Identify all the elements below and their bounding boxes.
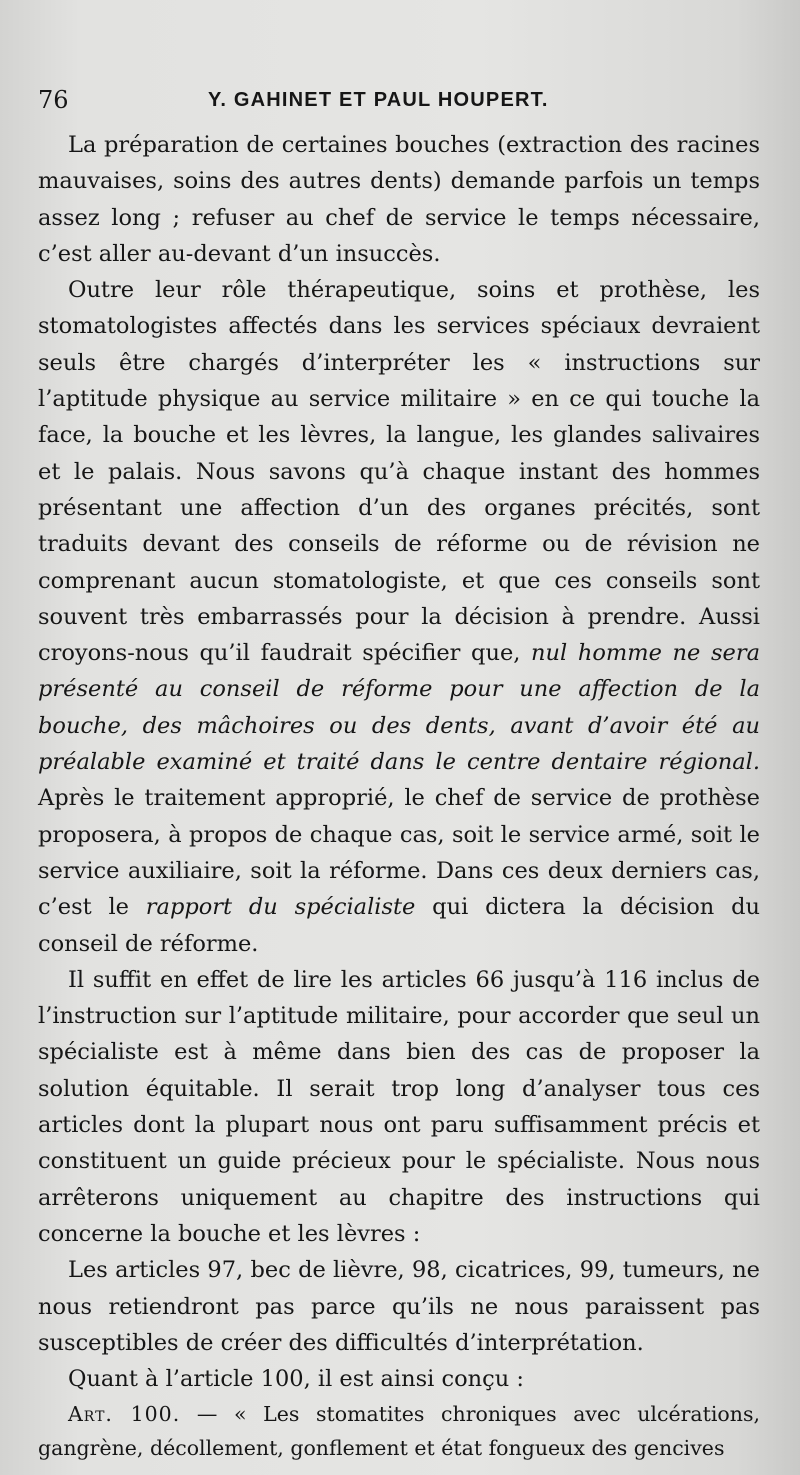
- paragraph-2-text-c: Après le traitement approprié, le chef de service de prothèse proposera, à propos de chaque cas, soit le service armé, soit le service auxiliaire, soit la réforme. Dans ces deux derniers cas, c’est le: [38, 785, 760, 921]
- article-100: [38, 1397, 760, 1465]
- page-header: [38, 82, 758, 118]
- running-head: Y. GAHINET ET PAUL HOUPERT.: [208, 89, 549, 111]
- paragraph-2-italic-proposal: nul homme ne sera présenté au conseil de réforme pour une affection de la bouche, des mâchoires ou des dents, avant d’avoir été au préalable examiné et traité dans le centre dentaire régional.: [38, 640, 760, 776]
- paragraph-1: La préparation de certaines bouches (extraction des racines mauvaises, soins des autres dents) demande parfois un temps assez long ; refuser au chef de service le temps nécessaire, c’est aller au-devant d’un insuccès.: [38, 132, 760, 267]
- paragraph-4: Les articles 97, bec de lièvre, 98, cicatrices, 99, tumeurs, ne nous retiendront pas parce qu’ils ne nous paraissent pas susceptibles de créer des difficultés d’interprétation.: [38, 1257, 760, 1356]
- paragraph-5: Quant à l’article 100, il est ainsi conçu :: [68, 1366, 524, 1393]
- paragraph-2: [38, 272, 760, 962]
- page-number: 76: [38, 86, 69, 114]
- body-text: [38, 127, 760, 1465]
- article-label: Art. 100.: [68, 1402, 181, 1427]
- article-text: — « Les stomatites chroniques avec ulcérations, gangrène, décollement, gonflement et état fongueux des gencives: [38, 1402, 760, 1461]
- paragraph-3: Il suffit en effet de lire les articles 66 jusqu’à 116 inclus de l’instruction sur l’aptitude militaire, pour accorder que seul un spécialiste est à même dans bien des cas de proposer la solution équitable. Il serait trop long d’analyser tous ces articles dont la plupart nous ont paru suffisamment précis et constituent un guide précieux pour le spécialiste. Nous nous arrêterons uniquement au chapitre des instructions qui concerne la bouche et les lèvres :: [38, 966, 760, 1247]
- paragraph-2-text-e: qui dictera la décision du conseil de réforme.: [38, 894, 760, 957]
- paragraph-2-text-a: Outre leur rôle thérapeutique, soins et prothèse, les stomatologistes affectés dans les services spéciaux devraient seuls être chargés d’interpréter les « instructions sur l’aptitude physique au service militaire » en ce qui touche la face, la bouche et les lèvres, la langue, les glandes salivaires et le palais. Nous savons qu’à chaque instant des hommes présentant une affection d’un des organes précités, sont traduits devant des conseils de réforme ou de révision ne comprenant aucun stomatologiste, et que ces conseils sont souvent très embarrassés pour la décision à prendre. Aussi croyons-nous qu’il faudrait spécifier que,: [38, 277, 760, 667]
- paragraph-2-italic-report: rapport du spécialiste: [145, 894, 416, 921]
